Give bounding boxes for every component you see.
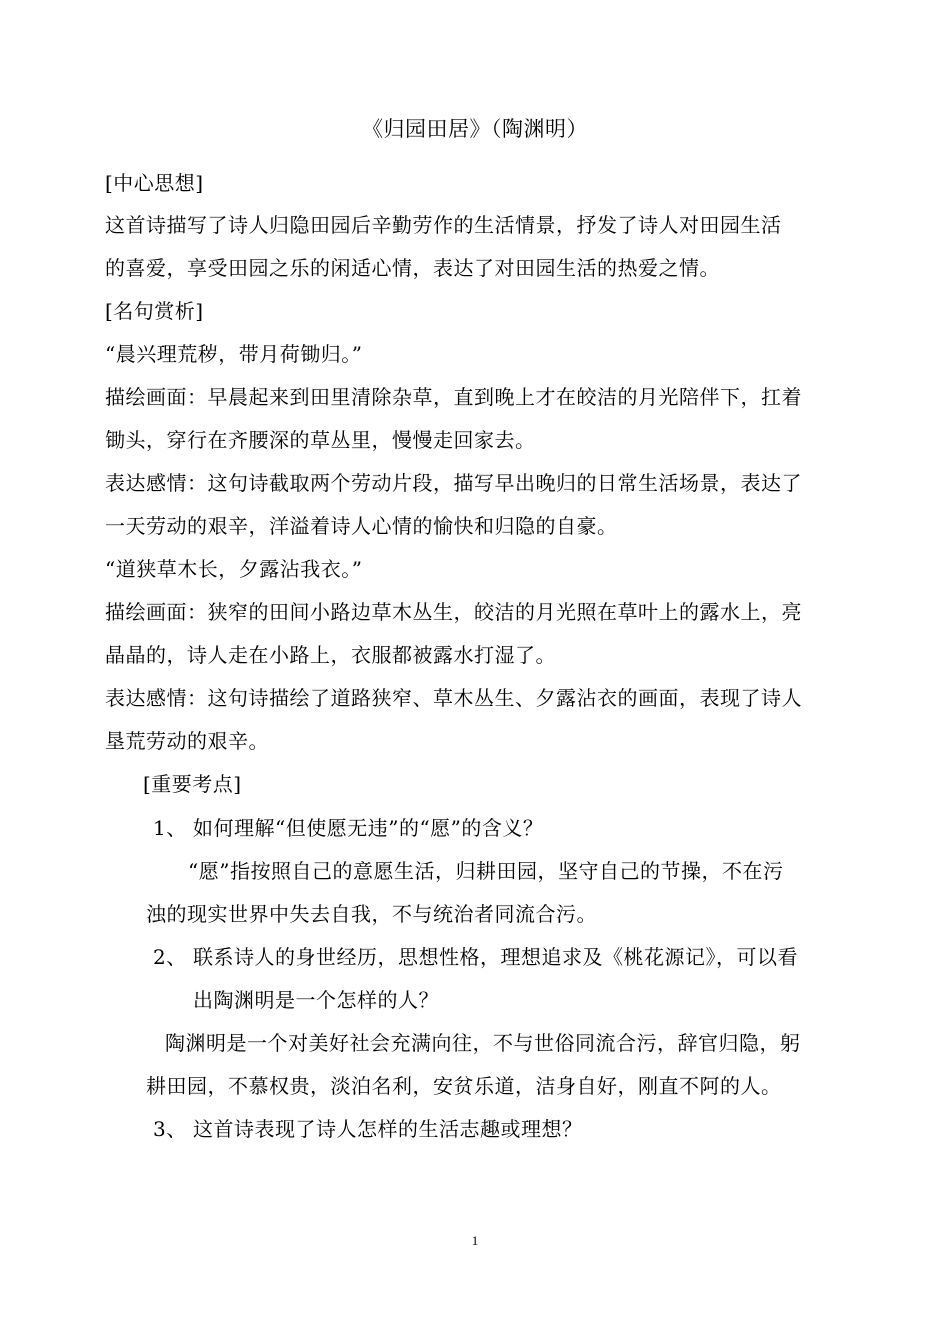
page-number: 1	[471, 1233, 479, 1248]
question-item	[153, 813, 543, 843]
answer-line: 陶渊明是一个对美好社会充满向往，不与世俗同流合污，辞官归隐，躬	[165, 1031, 801, 1055]
question-number: 1、	[153, 816, 187, 840]
scene-description-line: 描绘画面：早晨起来到田里清除杂草，直到晚上才在皎洁的月光陪伴下，扛着	[105, 385, 802, 409]
question-item	[153, 942, 798, 972]
answer-line: 耕田园，不慕权贵，淡泊名利，安贫乐道，洁身自好，刚直不阿的人。	[146, 1074, 782, 1098]
document-title: 《归园田居》（陶渊明）	[362, 117, 588, 141]
quotes-heading: [名句赏析]	[105, 299, 204, 323]
scene-description-line: 晶晶的，诗人走在小路上，衣服都被露水打湿了。	[105, 643, 556, 667]
quote-line: “道狭草木长，夕露沾我衣。”	[105, 557, 363, 581]
answer-line: 浊的现实世界中失去自我，不与统治者同流合污。	[146, 902, 597, 926]
quote-line: “晨兴理荒秽，带月荷锄归。”	[105, 342, 363, 366]
theme-paragraph-line: 这首诗描写了诗人归隐田园后辛勤劳作的生活情景，抒发了诗人对田园生活	[105, 213, 782, 237]
emotion-description-line: 一天劳动的艰辛，洋溢着诗人心情的愉快和归隐的自豪。	[105, 514, 618, 538]
theme-heading: [中心思想]	[105, 171, 204, 195]
emotion-description-line: 垦荒劳动的艰辛。	[105, 729, 269, 753]
scene-description-line: 锄头，穿行在齐腰深的草丛里，慢慢走回家去。	[105, 428, 536, 452]
theme-paragraph-line: 的喜爱，享受田园之乐的闲适心情，表达了对田园生活的热爱之情。	[105, 256, 720, 280]
answer-line: “愿”指按照自己的意愿生活，归耕田园，坚守自己的节操，不在污	[188, 859, 784, 883]
question-text: 联系诗人的身世经历，思想性格，理想追求及《桃花源记》，可以看	[193, 945, 798, 969]
question-number: 2、	[153, 945, 187, 969]
question-item	[153, 1114, 583, 1144]
question-text: 如何理解“但使愿无违”的“愿”的含义？	[193, 816, 544, 840]
question-text-continued: 出陶渊明是一个怎样的人？	[193, 988, 439, 1012]
emotion-description-line: 表达感情：这句诗截取两个劳动片段，描写早出晚归的日常生活场景，表达了	[105, 471, 802, 495]
question-number: 3、	[153, 1117, 187, 1141]
keypoints-heading: [重要考点]	[143, 772, 242, 796]
scene-description-line: 描绘画面：狭窄的田间小路边草木丛生，皎洁的月光照在草叶上的露水上，亮	[105, 600, 802, 624]
question-text: 这首诗表现了诗人怎样的生活志趣或理想？	[193, 1117, 583, 1141]
emotion-description-line: 表达感情：这句诗描绘了道路狭窄、草木丛生、夕露沾衣的画面，表现了诗人	[105, 686, 802, 710]
